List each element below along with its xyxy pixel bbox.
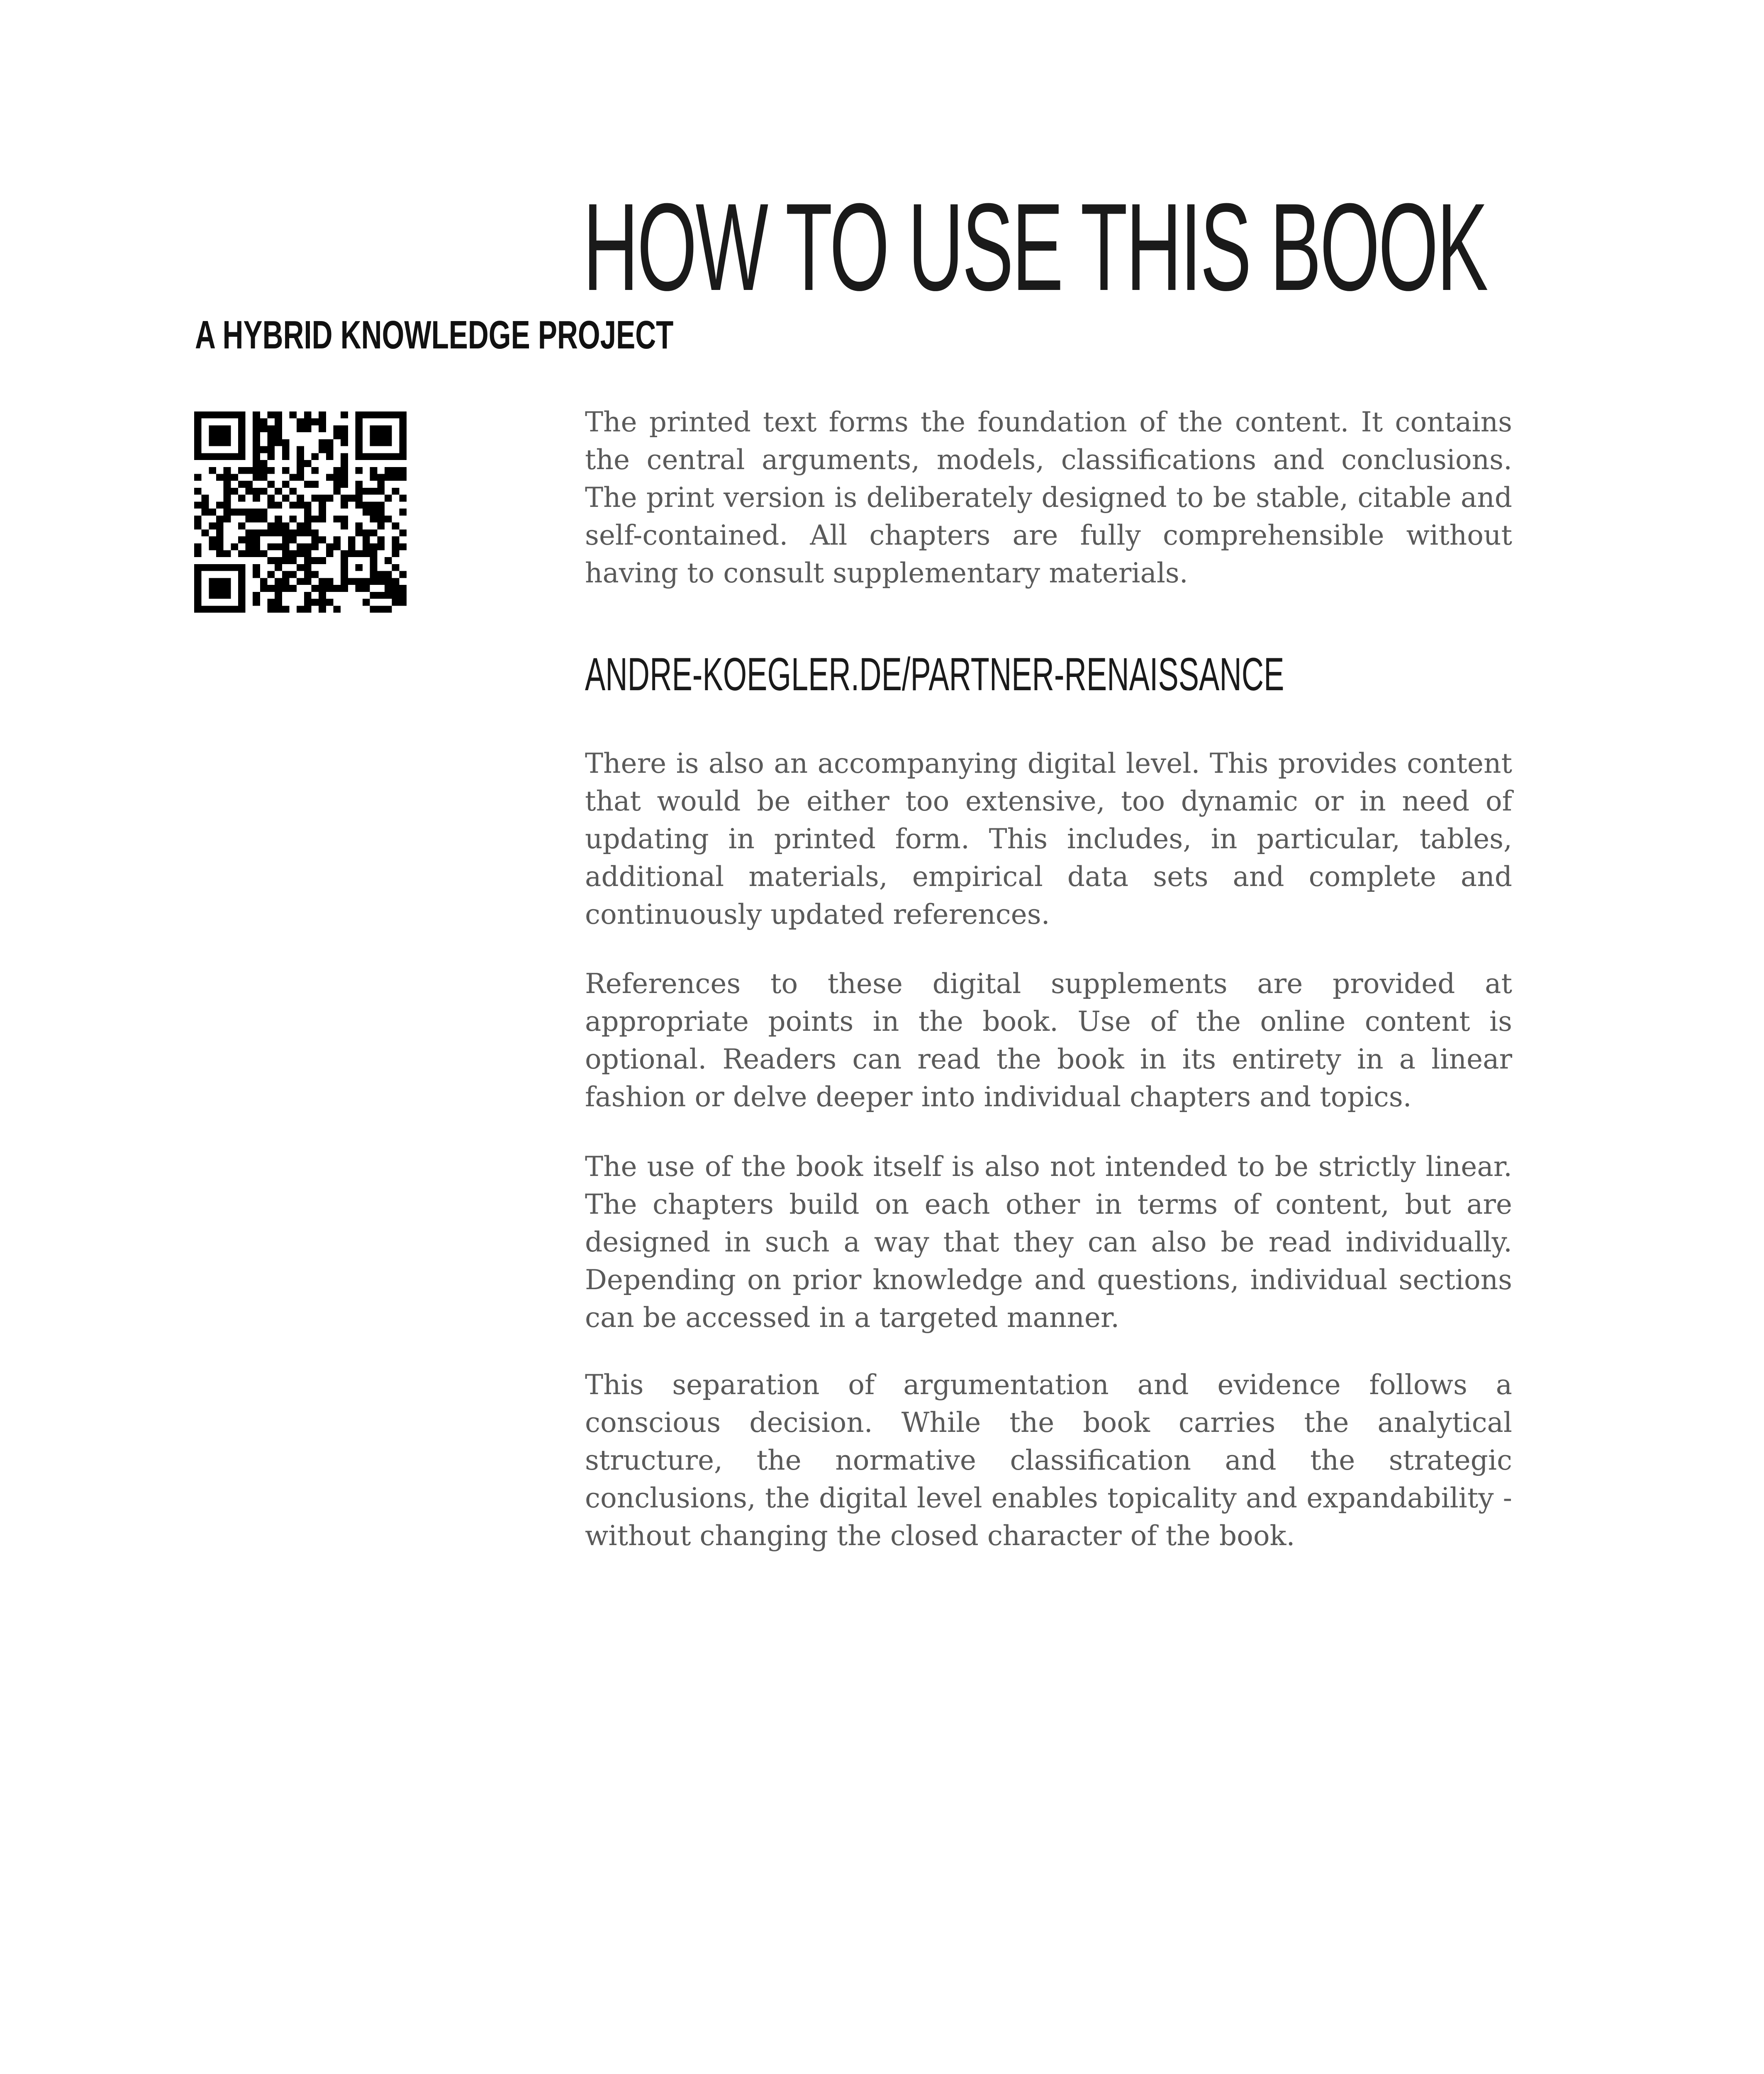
body-paragraph bbox=[585, 745, 1512, 933]
intro-paragraph bbox=[585, 403, 1512, 592]
body-paragraph bbox=[585, 1148, 1512, 1336]
body-paragraph bbox=[585, 965, 1512, 1116]
paragraph-5: This separation of argumentation and evidence follows a conscious decision. While the book carries the analytical structure, the normative classification and the strategic conclusions, the digital level enables topicality and expandability - without changing the closed character of the book. bbox=[585, 1369, 1512, 1552]
qr-code-icon[interactable] bbox=[194, 411, 407, 613]
paragraph-1: The printed text forms the foundation of the content. It contains the central arguments, models, classifications and conclusions. The print version is deliberately designed to be stable, citable and self-contained. All chapters are fully comprehensible without having to consult supplementary materials. bbox=[585, 406, 1512, 589]
paragraph-4: The use of the book itself is also not intended to be strictly linear. The chapters build on each other in terms of content, but are designed in such a way that they can also be read individually. Depending on prior knowledge and questions, individual sections can be accessed in a targeted manner. bbox=[585, 1151, 1512, 1334]
website-url: ANDRE-KOEGLER.DE/PARTNER-RENAISSANCE bbox=[585, 648, 1284, 700]
paragraph-2: There is also an accompanying digital level. This provides content that would be either too extensive, too dynamic or in need of updating in printed form. This includes, in particular, tables, additional materials, empirical data sets and complete and continuously updated references. bbox=[585, 747, 1512, 930]
body-paragraph bbox=[585, 1366, 1512, 1555]
page-title: HOW TO USE THIS BOOK bbox=[583, 177, 1487, 316]
page-subtitle: A HYBRID KNOWLEDGE PROJECT bbox=[195, 313, 674, 357]
paragraph-3: References to these digital supplements are provided at appropriate points in the book. Use of the online content is optional. Readers can read the book in its entirety in a linear fashion or delve deeper into individual chapters and topics. bbox=[585, 968, 1512, 1113]
